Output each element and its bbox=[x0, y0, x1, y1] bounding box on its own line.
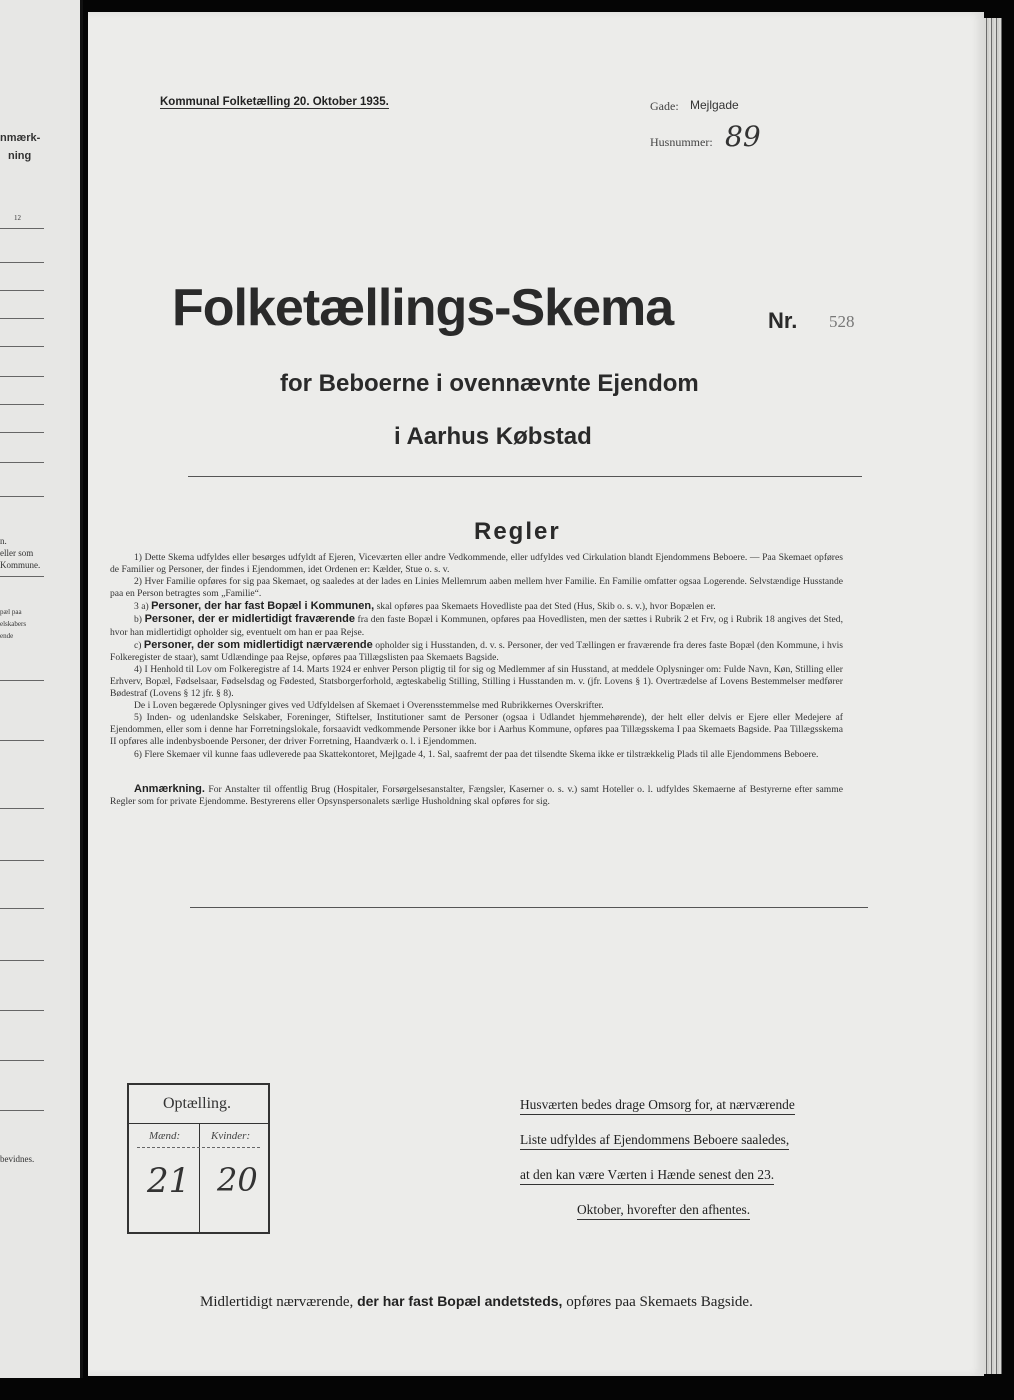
form-title: Folketællings-Skema bbox=[172, 279, 674, 337]
rule-1: 1) Dette Skema udfyldes eller besørges udfyldt af Ejeren, Viceværten eller andre Vedkommende, eller udfyldes ved Cirkulation blandt Ejendommens Beboere. — Paa Skemaet opføres de Familier og Personer, der findes i Ejendommen, idet Ordenen er: Kælder, Stue o. s. v. bbox=[110, 552, 843, 576]
divider bbox=[0, 346, 44, 347]
divider bbox=[0, 262, 44, 263]
rule-2: 2) Hver Familie opføres for sig paa Skemaet, og saaledes at der lades en Linies Mellemrum aaben mellem hver Familie. En Familie omfatter ogsaa Logerende. Selvstændige Husstande paa en Person betragtes som „Familie“. bbox=[110, 576, 843, 600]
divider bbox=[0, 290, 44, 291]
landlord-note-line: Liste udfyldes af Ejendommens Beboere saaledes, bbox=[520, 1132, 789, 1150]
left-text: n. bbox=[0, 536, 7, 546]
divider bbox=[0, 680, 44, 681]
divider bbox=[0, 960, 44, 961]
rule-4: 4) I Henhold til Lov om Folkeregistre af 14. Marts 1924 er enhver Person pligtig til for sig og Medlemmer af sin Husstand, at meddele Oplysninger om: Fulde Navn, Køn, Stilling eller Erhverv, Bopæl, Fødselsaar, Fødselsdag og Fødested, Statsborgerforhold, ægteskabelig Stilling, Stilling i Husstanden m. v. (jfr. Lovens § 1). Overtrædelse af Lovens Bestemmelser medfører Bødestraf (Lovens § 12 jfr. § 8). bbox=[110, 663, 843, 700]
remark: Anmærkning. For Anstalter til offentlig Brug (Hospitaler, Forsørgelsesanstalter, Fængsler, Kaserner o. s. v.) samt Hoteller o. l. udfyldes Skemaerne af Bestyrerne efter samme Regler som for private Ejendomme. Bestyrerens eller Opsynspersonalets særlige Husholdning skal opføres for sig. bbox=[110, 782, 843, 807]
rule-5: 5) Inden- og udenlandske Selskaber, Foreninger, Stiftelser, Institutioner samt de Personer (ogsaa i Udlandet hjemmehørende), der helt eller delvis er Ejere eller Medejere af Ejendommen, eller som i denne har Forretningslokale, forsaavidt vedkommende Personer ikke bor i Aarhus Kommune, opføres paa Tillægsskema I paa Skemaets Bagside. Paa Tillægsskema II opføres alle indenbysboende Personer, der driver Forretning, Haandværk o. l. i Ejendommen. bbox=[110, 712, 843, 748]
women-count: 20 bbox=[217, 1161, 258, 1199]
divider bbox=[0, 496, 44, 497]
divider bbox=[0, 404, 44, 405]
divider bbox=[0, 908, 44, 909]
divider bbox=[0, 462, 44, 463]
left-text: 12 bbox=[14, 214, 21, 222]
street-value: Mejlgade bbox=[690, 98, 739, 112]
divider bbox=[0, 432, 44, 433]
left-text: Kommune. bbox=[0, 560, 41, 570]
rules-divider bbox=[190, 907, 868, 908]
count-box bbox=[127, 1083, 270, 1234]
men-label: Mænd: bbox=[149, 1130, 181, 1142]
rule-3b: b) Personer, der er midlertidigt fraværende fra den faste Bopæl i Kommunen, opføres paa Hovedlisten, men der sættes i Rubrik 2 et Frv, og i Rubrik 18 angives det Sted, hvor han midlertidigt opholder sig, eventuelt om han er paa Rejse. bbox=[110, 613, 843, 638]
rules-text bbox=[110, 552, 843, 808]
rules-heading: Regler bbox=[474, 518, 561, 545]
form-number-value: 528 bbox=[829, 312, 855, 331]
count-box-separator bbox=[137, 1147, 260, 1148]
left-text: ning bbox=[8, 150, 32, 162]
landlord-note-line: Oktober, hvorefter den afhentes. bbox=[577, 1202, 750, 1220]
left-text: eller som bbox=[0, 548, 34, 558]
left-text: nmærk- bbox=[0, 132, 41, 144]
left-text: bevidnes. bbox=[0, 1154, 35, 1164]
divider bbox=[0, 376, 44, 377]
rule-6: 6) Flere Skemaer vil kunne faas udleverede paa Skattekontoret, Mejlgade 4, 1. Sal, saafremt der paa det tilsendte Skema ikke er tilstrækkelig Plads til alle Ejendommens Beboere. bbox=[134, 748, 819, 760]
divider bbox=[0, 228, 44, 229]
left-text: ende bbox=[0, 632, 14, 640]
footer-note: Midlertidigt nærværende, der har fast Bopæl andetsteds, opføres paa Skemaets Bagside. bbox=[200, 1293, 753, 1310]
count-box-divider bbox=[199, 1123, 200, 1232]
men-count: 21 bbox=[147, 1161, 191, 1201]
rule-4b: De i Loven begærede Oplysninger gives ved Udfyldelsen af Skemaet i Overensstemmelse med Rubrikkernes Overskrifter. bbox=[134, 700, 604, 712]
subtitle-residents: for Beboerne i ovennævnte Ejendom bbox=[280, 370, 699, 397]
landlord-note-line: at den kan være Værten i Hænde senest den 23. bbox=[520, 1167, 774, 1185]
count-box-title: Optælling. bbox=[163, 1095, 232, 1112]
divider bbox=[0, 576, 44, 577]
divider bbox=[0, 1060, 44, 1061]
rule-3a: 3 a) Personer, der har fast Bopæl i Kommunen, skal opføres paa Skemaets Hovedliste paa det Sted (Hus, Skib o. s. v.), hvor Bopælen er. bbox=[134, 600, 716, 613]
house-number-value: 89 bbox=[725, 120, 761, 153]
landlord-note-line: Husværten bedes drage Omsorg for, at nærværende bbox=[520, 1097, 795, 1115]
divider bbox=[0, 1010, 44, 1011]
form-number-label: Nr. bbox=[768, 308, 798, 333]
left-text: elskabers bbox=[0, 620, 27, 628]
divider bbox=[0, 860, 44, 861]
women-label: Kvinder: bbox=[211, 1130, 251, 1142]
street-label: Gade: bbox=[650, 99, 679, 113]
divider bbox=[0, 808, 44, 809]
subtitle-city: i Aarhus Købstad bbox=[394, 423, 592, 450]
census-header: Kommunal Folketælling 20. Oktober 1935. bbox=[160, 96, 389, 108]
divider bbox=[0, 318, 44, 319]
left-text: pæl paa bbox=[0, 608, 22, 616]
divider bbox=[0, 740, 44, 741]
title-divider bbox=[188, 476, 862, 477]
adjacent-page bbox=[0, 0, 83, 1378]
count-box-header bbox=[129, 1085, 268, 1124]
rule-3c: c) Personer, der som midlertidigt nærværende opholder sig i Husstanden, d. v. s. Personer, der ved Tællingen er fraværende fra deres faste Bopæl (den Kommune, i hvis Folkeregister de staar), samt Udlændinge paa Rejse, opføres paa Tillægslisten paa Skemaets Bagside. bbox=[110, 638, 843, 663]
divider bbox=[0, 1110, 44, 1111]
page-edges bbox=[984, 18, 1002, 1374]
house-number-label: Husnummer: bbox=[650, 135, 713, 149]
